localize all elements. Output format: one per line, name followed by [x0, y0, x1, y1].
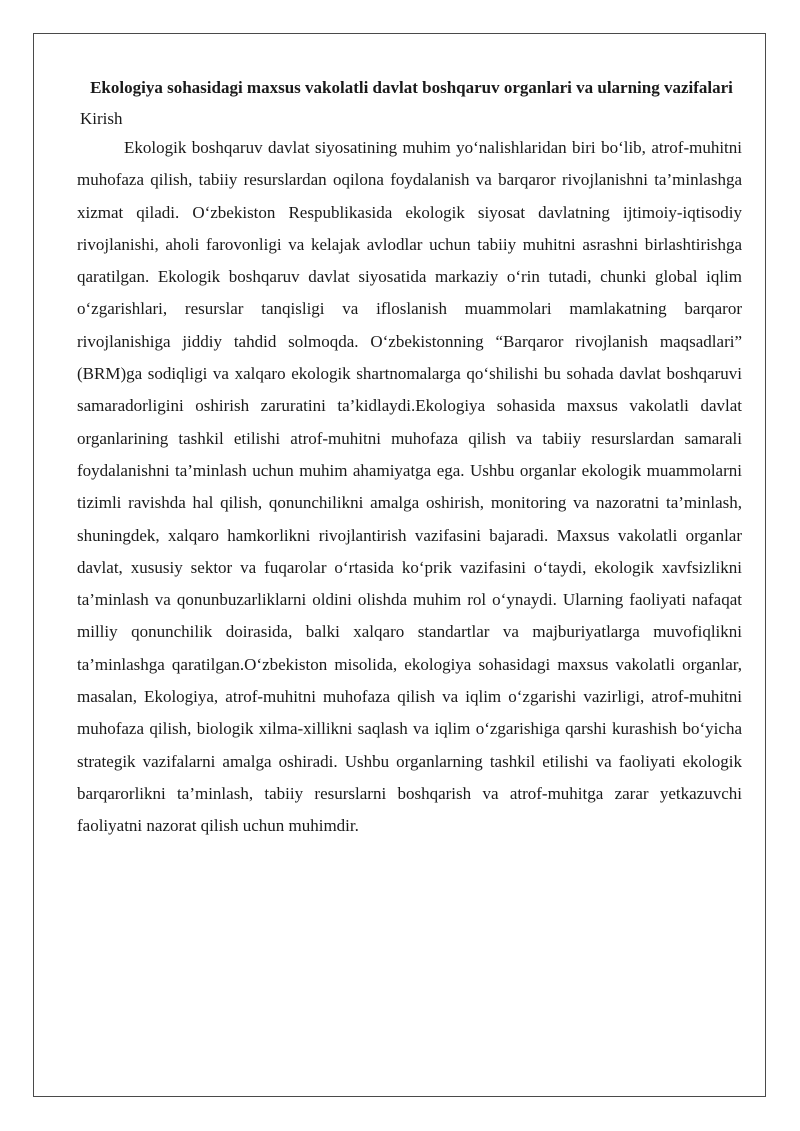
intro-paragraph: Ekologik boshqaruv davlat siyosatining muhim yo‘nalishlaridan biri bo‘lib, atrof-muhitni muhofaza qilish, tabiiy resurslardan oqilona foydalanish va barqaror rivojlanishni ta’minlashga xizmat qiladi. O‘zbekiston Respublikasida ekologik siyosat davlatning ijtimoiy-iqtisodiy rivojlanishi, aholi farovonligi va kelajak avlodlar uchun tabiiy muhitni asrashni birlashtirishga qaratilgan. Ekologik boshqaruv davlat siyosatida markaziy o‘rin tutadi, chunki global iqlim o‘zgarishlari, resurslar tanqisligi va ifloslanish muammolari mamlakatning barqaror rivojlanishiga jiddiy tahdid solmoqda. O‘zbekistonning “Barqaror rivojlanish maqsadlari” (BRM)ga sodiqligi va xalqaro ekologik shartnomalarga qo‘shilishi bu sohada davlat boshqaruvi samaradorligini oshirish zaruratini ta’kidlaydi.Ekologiya sohasida maxsus vakolatli davlat organlarining tashkil etilishi atrof-muhitni muhofaza qilish va tabiiy resurslardan samarali foydalanishni ta’minlash uchun muhim ahamiyatga ega. Ushbu organlar ekologik muammolarni tizimli ravishda hal qilish, qonunchilikni amalga oshirish, monitoring va nazoratni ta’minlash, shuningdek, xalqaro hamkorlikni rivojlantirish vazifasini bajaradi. Maxsus vakolatli organlar davlat, xususiy sektor va fuqarolar o‘rtasida ko‘prik vazifasini o‘taydi, ekologik xavfsizlikni ta’minlash va qonunbuzarliklarni oldini olishda muhim rol o‘ynaydi. Ularning faoliyati nafaqat milliy qonunchilik doirasida, balki xalqaro standartlar va majburiyatlarga muvofiqlikni ta’minlashga qaratilgan.O‘zbekiston misolida, ekologiya sohasidagi maxsus vakolatli organlar, masalan, Ekologiya, atrof-muhitni muhofaza qilish va iqlim o‘zgarishi vazirligi, atrof-muhitni muhofaza qilish, biologik xilma-xillikni saqlash va iqlim o‘zgarishiga qarshi kurashish bo‘yicha strategik vazifalarni amalga oshiradi. Ushbu organlarning tashkil etilishi va faoliyati ekologik barqarorlikni ta’minlash, tabiiy resurslarni boshqarish va atrof-muhitga zarar yetkazuvchi faoliyatni nazorat qilish uchun muhimdir.	[77, 138, 742, 836]
document-body	[77, 72, 742, 843]
document-title: Ekologiya sohasidagi maxsus vakolatli davlat boshqaruv organlari va ularning vazifalari	[90, 78, 733, 97]
section-heading-intro: Kirish	[80, 109, 123, 128]
